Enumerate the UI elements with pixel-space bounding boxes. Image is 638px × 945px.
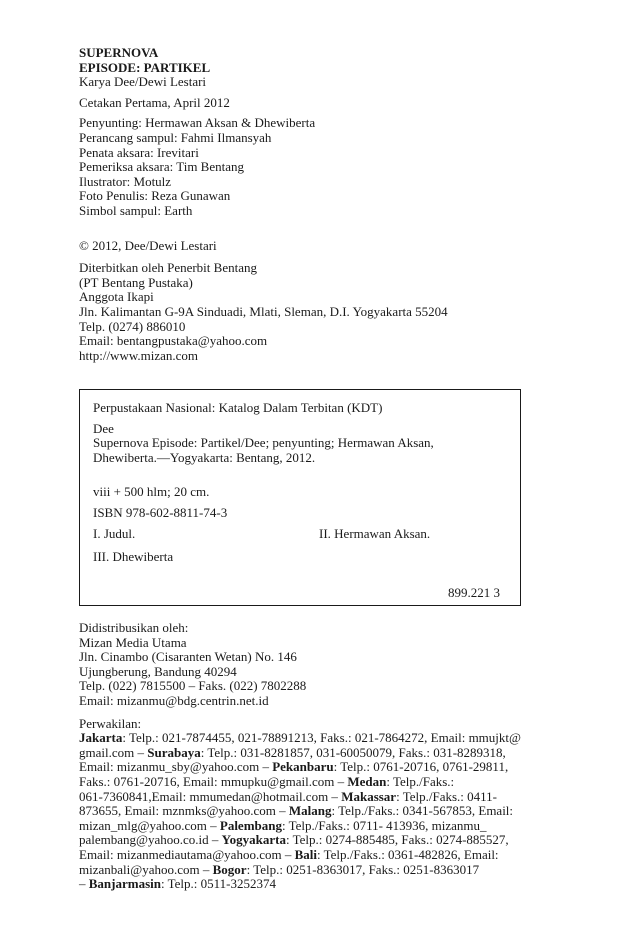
kdt-isbn: ISBN 978-602-8811-74-3 [93,504,228,520]
representative-line [79,790,559,805]
city-name: Bogor [212,861,247,877]
contact-text: – [79,876,89,892]
contact-text: : Telp.: 0511-3252374 [160,876,276,892]
contact-text: : Telp./Faks.: 0341-567853, Email: [331,803,514,819]
city-name: Palembang [219,817,282,833]
representative-line [79,804,559,819]
contact-text: 061-7360841,Email: mmumedan@hotmail.com – [79,788,342,804]
credit-line: Penyunting: Hermawan Aksan & Dhewiberta [79,115,316,131]
publisher-block [79,261,559,363]
contact-text: Faks.: 0761-20716, Email: mmupku@gmail.com – [79,773,348,789]
representative-line [79,775,559,790]
kdt-classification-number: 899.221 3 [448,585,500,601]
representative-line [79,863,559,878]
representatives-label: Perwakilan: [79,715,142,731]
distributor-address: Ujungberung, Bandung 40294 [79,663,237,679]
credit-line: Simbol sampul: Earth [79,202,193,218]
credit-line: Ilustrator: Motulz [79,173,172,189]
representatives-list [79,731,559,892]
contact-text: Email: mizanmu_sby@yahoo.com – [79,759,273,775]
city-name: Malang [288,803,332,819]
credits-list [79,116,559,218]
kdt-physical-description: viii + 500 hlm; 20 cm. [93,484,210,500]
contact-text: : Telp.: 0251-8363017, Faks.: 0251-8363017 [246,861,480,877]
book-author: Karya Dee/Dewi Lestari [79,74,207,90]
contact-text: : Telp.: 0761-20716, 0761-29811, [333,759,509,775]
kdt-description: Dhewiberta.—Yogyakarta: Bentang, 2012. [93,449,316,465]
kdt-subject: II. Hermawan Aksan. [319,525,431,541]
contact-text: 873655, Email: mznmks@yahoo.com – [79,803,289,819]
city-name: Surabaya [147,744,201,760]
contact-text: : Telp./Faks.: [386,773,455,789]
city-name: Makassar [341,788,397,804]
kdt-author: Dee [93,420,114,436]
representative-line [79,833,559,848]
publisher-address: Jln. Kalimantan G-9A Sinduadi, Mlati, Sleman, D.I. Yogyakarta 55204 [79,303,448,319]
city-name: Yogyakarta [221,832,286,848]
distributor-name: Mizan Media Utama [79,634,187,650]
contact-text: : Telp./Faks.: 0361-482826, Email: [316,846,499,862]
book-episode-title: EPISODE: PARTIKEL [79,59,211,75]
city-name: Medan [347,773,387,789]
city-name: Jakarta [79,730,123,746]
contact-text: : Telp.: 0274-885485, Faks.: 0274-885527, [285,832,509,848]
contact-text: Email: mizanmediautama@yahoo.com – [79,846,295,862]
credit-line: Penata aksara: Irevitari [79,144,199,160]
kdt-description: Supernova Episode: Partikel/Dee; penyunting; Hermawan Aksan, [93,435,434,451]
copyright-page-bottom [79,621,559,892]
distributor-email: Email: mizanmu@bdg.centrin.net.id [79,692,269,708]
publisher-line: Diterbitkan oleh Penerbit Bentang [79,260,257,276]
publisher-line: Anggota Ikapi [79,289,154,305]
city-name: Pekanbaru [272,759,334,775]
contact-text: mizanbali@yahoo.com – [79,861,213,877]
credit-line: Pemeriksa aksara: Tim Bentang [79,159,245,175]
representative-line [79,746,559,761]
city-name: Banjarmasin [88,876,161,892]
contact-text: palembang@yahoo.co.id – [79,832,222,848]
copyright-notice: © 2012, Dee/Dewi Lestari [79,237,217,253]
representative-line [79,760,559,775]
publisher-line: (PT Bentang Pustaka) [79,274,193,290]
representative-line [79,819,559,834]
kdt-subject: I. Judul. [93,525,136,541]
representative-line [79,877,559,892]
city-name: Bali [294,846,317,862]
contact-text: gmail.com – [79,744,148,760]
publisher-email: Email: bentangpustaka@yahoo.com [79,333,268,349]
contact-text: : Telp./Faks.: 0711- 413936, mizanmu_ [282,817,487,833]
publisher-phone: Telp. (0274) 886010 [79,318,186,334]
contact-text: : Telp.: 031-8281857, 031-60050079, Faks.: 031-8289318, [200,744,506,760]
book-series-title: SUPERNOVA [79,45,159,60]
copyright-page-top [79,46,559,363]
contact-text: mizan_mlg@yahoo.com – [79,817,220,833]
contact-text: : Telp.: 021-7874455, 021-78891213, Faks.: 021-7864272, Email: mmujkt@ [122,730,521,746]
catalog-in-publication-box [79,389,521,606]
credit-line: Foto Penulis: Reza Gunawan [79,188,231,204]
credit-line: Perancang sampul: Fahmi Ilmansyah [79,129,272,145]
representative-line [79,848,559,863]
kdt-subject: III. Dhewiberta [93,548,174,564]
distributor-line: Didistribusikan oleh: [79,620,189,635]
representative-line [79,731,559,746]
publisher-website: http://www.mizan.com [79,347,199,363]
edition-line: Cetakan Pertama, April 2012 [79,94,230,110]
contact-text: : Telp./Faks.: 0411- [396,788,497,804]
distributor-block [79,621,559,709]
distributor-phone: Telp. (022) 7815500 – Faks. (022) 7802288 [79,678,307,694]
kdt-heading: Perpustakaan Nasional: Katalog Dalam Terbitan (KDT) [93,400,383,415]
distributor-address: Jln. Cinambo (Cisaranten Wetan) No. 146 [79,649,297,665]
